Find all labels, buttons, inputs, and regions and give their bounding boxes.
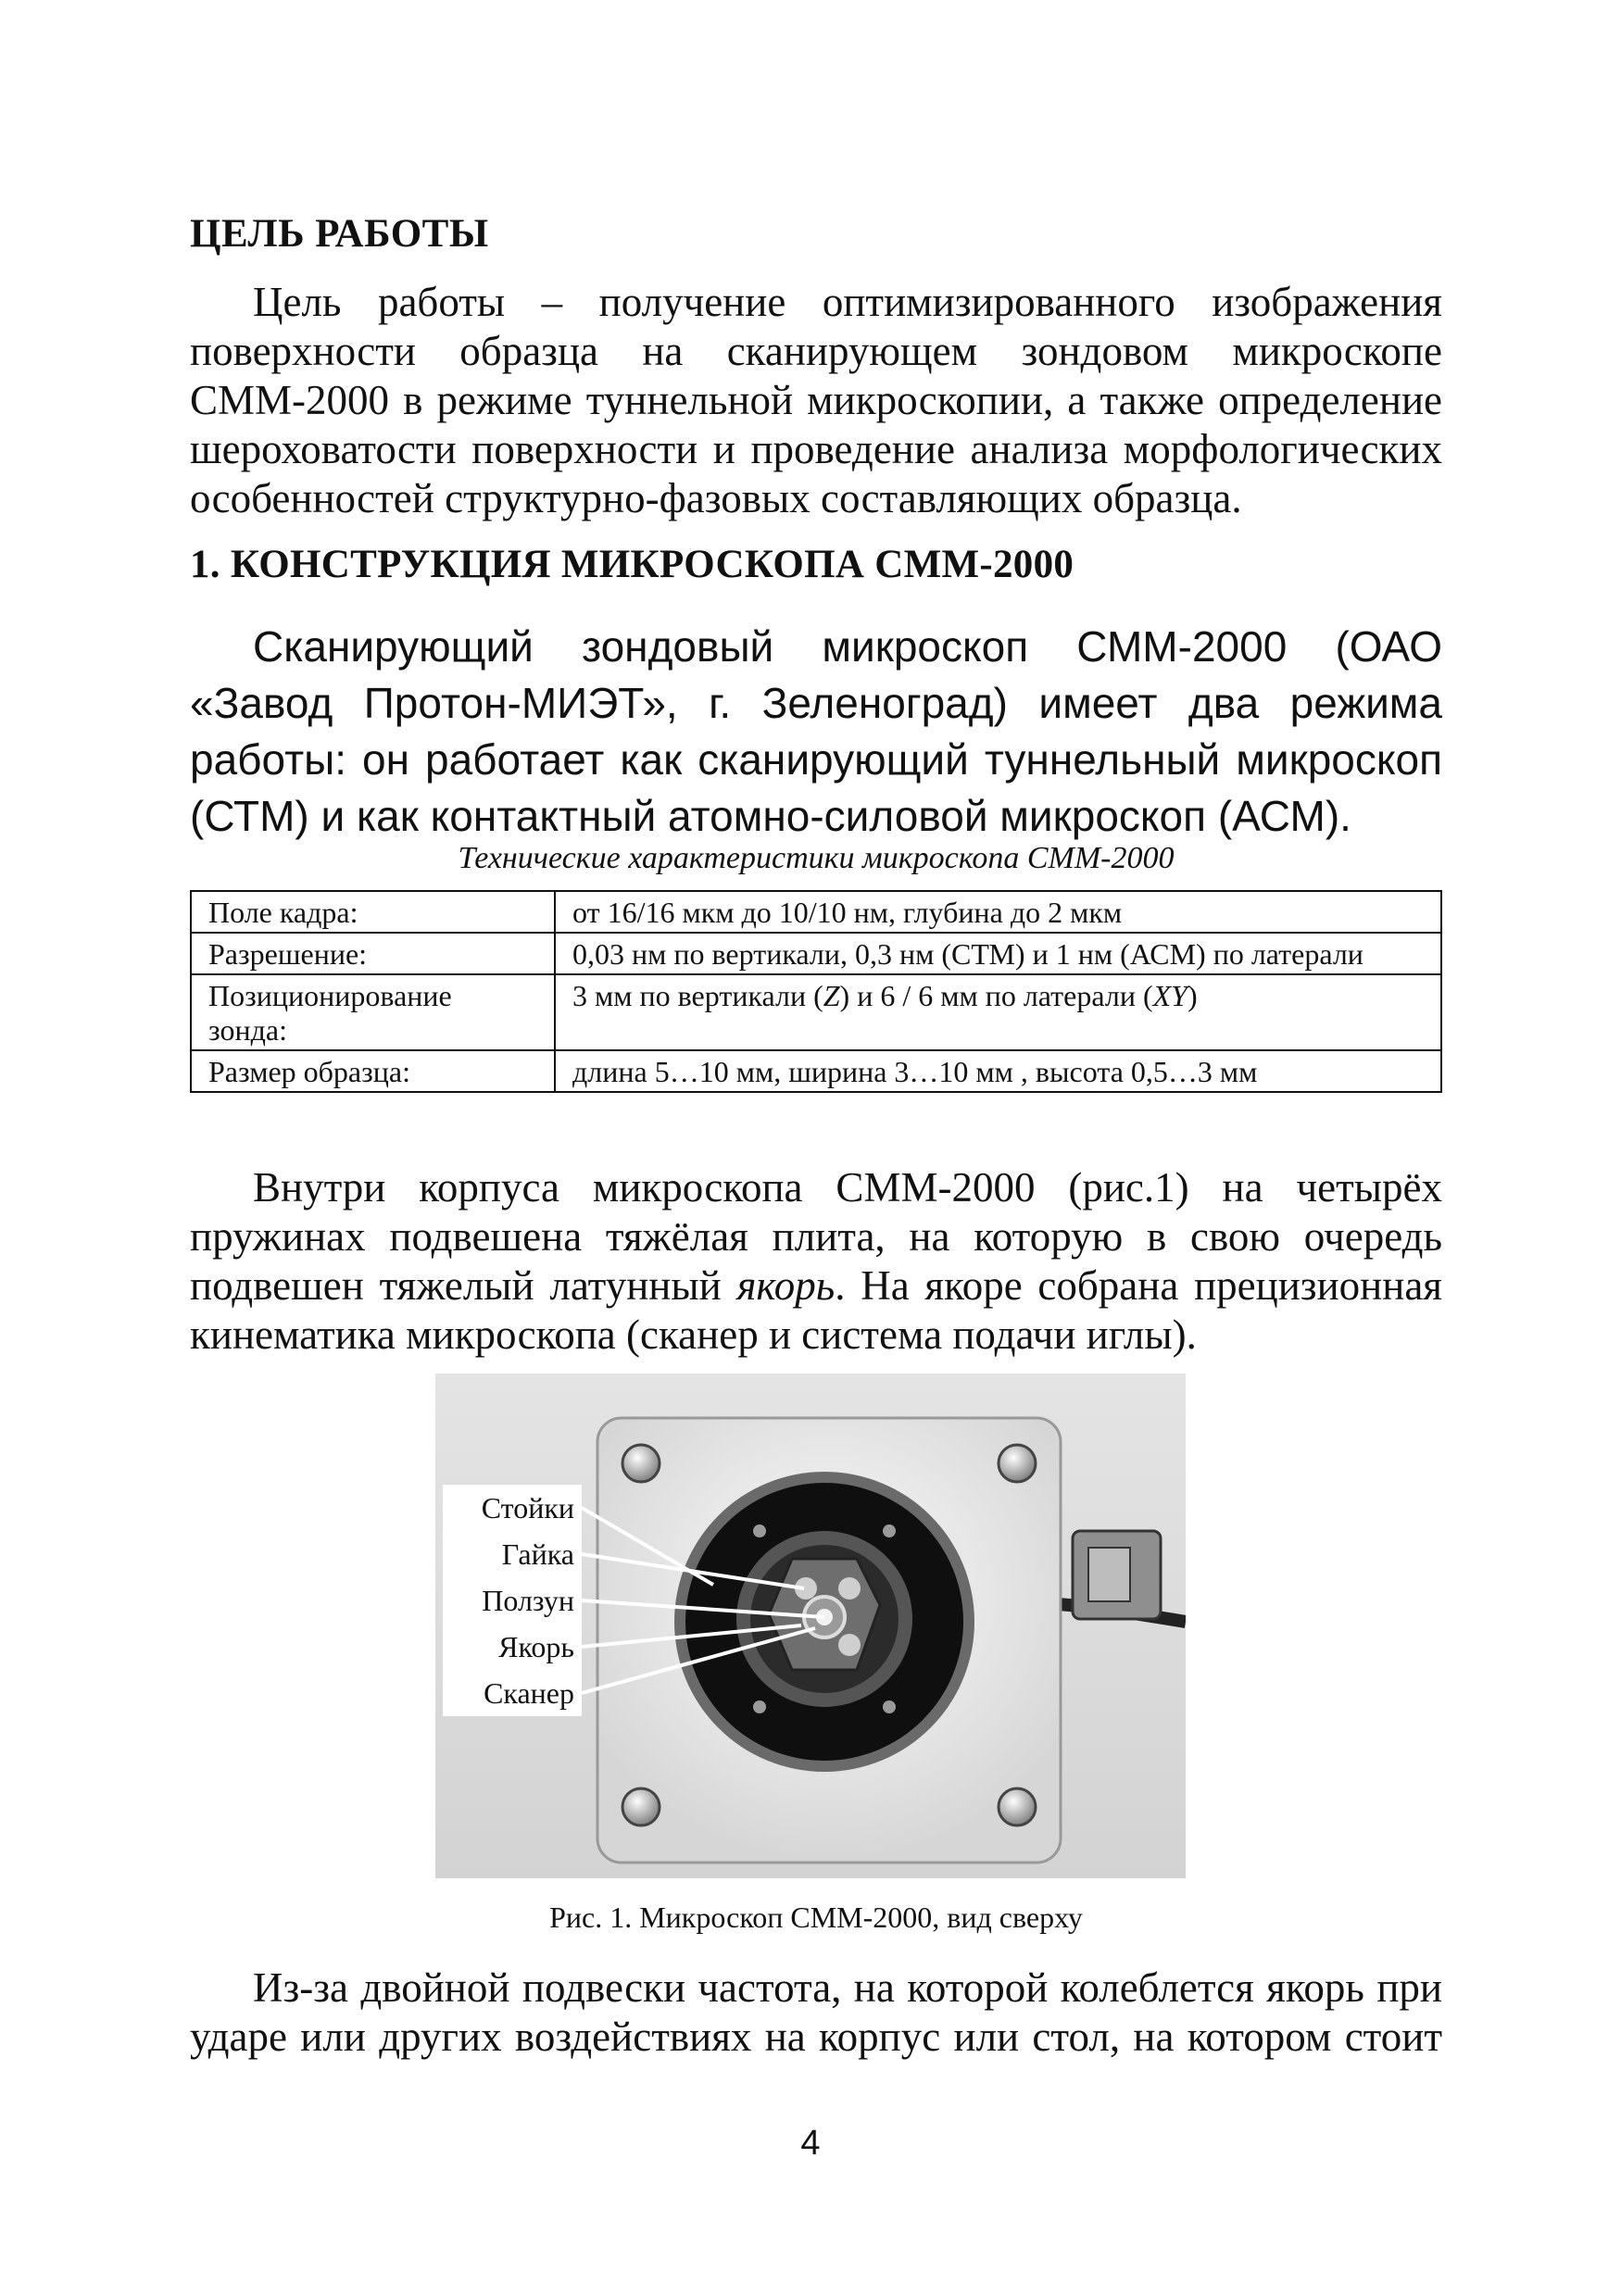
spec-table: [190, 890, 1442, 1093]
figure-caption: Рис. 1. Микроскоп СММ-2000, вид сверху: [549, 1901, 1083, 1934]
section-1-paragraph: [190, 619, 1442, 845]
emphasis-yakor: якорь: [736, 1262, 836, 1309]
table-key: Позиционирование зонда:: [191, 974, 555, 1050]
goal-paragraph: [190, 278, 1442, 523]
table-row: [191, 891, 1441, 933]
label-skaner: Сканер: [484, 1676, 574, 1710]
label-stoyki: Стойки: [481, 1491, 574, 1524]
paragraph-2: [190, 1163, 1442, 1360]
label-gayka: Гайка: [501, 1537, 574, 1571]
goal-text: Цель работы – получение оптимизированного изображения поверхности образца на сканирующем зондовом микроскопе СММ-2000 в режиме туннельной микроскопии, а также определение шероховатости поверхности и проведение анализа морфологических особенностей структурно-фазовых составляющих образца.: [190, 279, 1442, 521]
value-part: 3 мм по вертикали (: [572, 979, 823, 1012]
heading-section-1: 1. КОНСТРУКЦИЯ МИКРОСКОПА СММ-2000: [190, 543, 1074, 586]
table-value: [555, 974, 1441, 1050]
text-part: Внутри корпуса микроскопа СММ-2000 (рис.1) на четырёх пружинах подвешена тяжёлая плита, на которую в свою очередь подвешен тяжелый латунный: [190, 1164, 1442, 1309]
heading-goal: ЦЕЛЬ РАБОТЫ: [190, 212, 489, 256]
table-row: [191, 974, 1441, 1050]
page-number: 4: [800, 2124, 821, 2163]
table-caption: Технические характеристики микроскопа СММ-2000: [458, 841, 1175, 875]
label-yakor: Якорь: [498, 1630, 574, 1663]
table-row: [191, 1050, 1441, 1092]
table-key: Поле кадра:: [191, 891, 555, 933]
axis-z: Z: [823, 979, 840, 1012]
section-1-text: Сканирующий зондовый микроскоп СММ-2000 (ОАО «Завод Протон-МИЭТ», г. Зеленоград) имеет два режима работы: он работает как сканирующий туннельный микроскоп (СТМ) и как контактный атомно-силовой микроскоп (АСМ).: [190, 622, 1442, 840]
table-value: длина 5…10 мм, ширина 3…10 мм , высота 0,5…3 мм: [555, 1050, 1441, 1092]
table-value: 0,03 нм по вертикали, 0,3 нм (СТМ) и 1 нм (АСМ) по латерали: [555, 933, 1441, 974]
axis-xy: XY: [1152, 979, 1187, 1012]
value-part: ) и 6 / 6 мм по латерали (: [839, 979, 1153, 1012]
paragraph-3-text: Из-за двойной подвески частота, на которой колеблется якорь при ударе или других воздействиях на корпус или стол, на котором стоит: [190, 1964, 1442, 2060]
table-key: Разрешение:: [191, 933, 555, 974]
text-part: . На якоре собрана прецизионная кинематика микроскопа (сканер и система подачи иглы).: [190, 1262, 1442, 1358]
table-row: [191, 933, 1441, 974]
value-part: ): [1187, 979, 1198, 1012]
figure-labels: [443, 1485, 582, 1716]
label-polzun: Ползун: [482, 1584, 574, 1617]
paragraph-2-text: [190, 1163, 1442, 1360]
table-value: от 16/16 мкм до 10/10 нм, глубина до 2 мкм: [555, 891, 1441, 933]
paragraph-3: [190, 1964, 1442, 2062]
table-key: Размер образца:: [191, 1050, 555, 1092]
microscope-photo: [435, 1374, 1186, 1878]
